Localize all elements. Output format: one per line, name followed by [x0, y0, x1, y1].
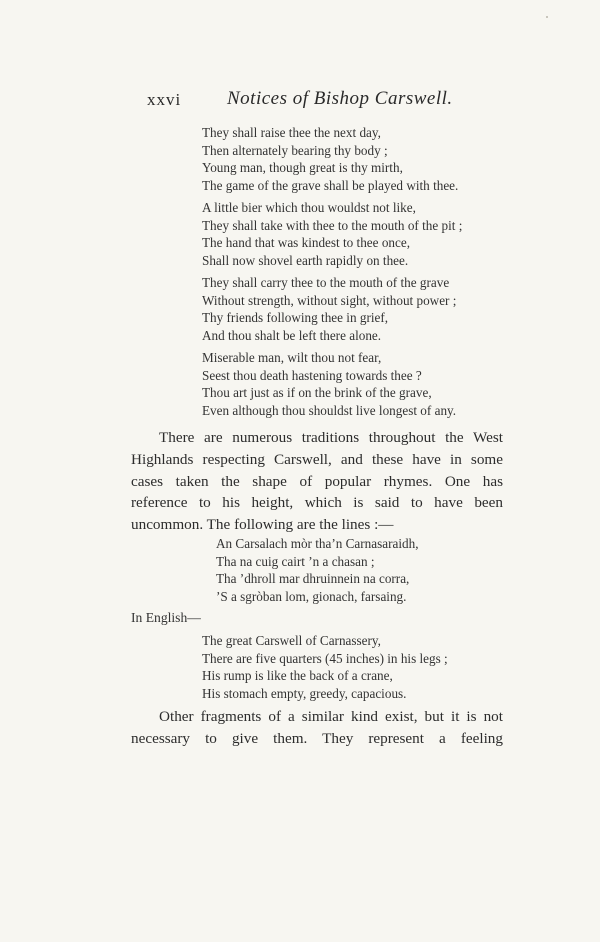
verse-line: Miserable man, wilt thou not fear,	[202, 350, 382, 365]
english-rhyme	[202, 632, 448, 702]
paragraph-traditions	[131, 427, 503, 536]
verse-line: Thy friends following thee in grief,	[202, 310, 389, 326]
verse-line: A little bier which thou wouldst not like,	[202, 200, 416, 215]
paragraph-fragments	[131, 706, 503, 750]
stanza-4	[202, 349, 456, 419]
verse-line: An Carsalach mòr tha’n Carnasaraidh,	[216, 536, 419, 551]
in-english-label: In English—	[131, 610, 201, 625]
verse-line: They shall raise thee the next day,	[202, 125, 381, 140]
prose-line: cases taken the shape of popular rhymes. One has	[131, 472, 503, 490]
verse-line: The great Carswell of Carnassery,	[202, 633, 381, 648]
verse-line: Tha ’dhroll mar dhruinnein na corra,	[216, 571, 410, 587]
prose-line: necessary to give them. They represent a feeling	[131, 729, 503, 747]
prose-line: Other fragments of a similar kind exist, but it is not	[159, 708, 503, 725]
verse-line: Then alternately bearing thy body ;	[202, 142, 388, 158]
verse-line: Seest thou death hastening towards thee ?	[202, 367, 422, 383]
running-title: Notices of Bishop Carswell.	[227, 88, 453, 109]
prose-line: uncommon. The following are the lines :—	[131, 516, 394, 534]
verse-line: And thou shalt be left there alone.	[202, 327, 382, 343]
paper-speck	[546, 16, 548, 18]
verse-line: Without strength, without sight, without power ;	[202, 292, 457, 308]
stanza-2	[202, 199, 462, 269]
page-number: xxvi	[147, 90, 182, 109]
verse-line: Tha na cuig cairt ’n a chasan ;	[216, 553, 375, 569]
verse-line: His rump is like the back of a crane,	[202, 668, 393, 684]
verse-line: ’S a sgròban lom, gionach, farsaing.	[216, 588, 407, 604]
prose-line: reference to his height, which is said to have been	[131, 494, 503, 512]
stanza-3	[202, 274, 456, 344]
verse-line: Shall now shovel earth rapidly on thee.	[202, 252, 409, 268]
verse-line: The game of the grave shall be played with thee.	[202, 177, 459, 193]
verse-line: Young man, though great is thy mirth,	[202, 160, 403, 176]
verse-line: They shall take with thee to the mouth of the pit ;	[202, 217, 463, 233]
verse-line: Thou art just as if on the brink of the grave,	[202, 385, 432, 401]
stanza-1	[202, 124, 458, 194]
verse-line: There are five quarters (45 inches) in his legs ;	[202, 650, 448, 666]
prose-line: Highlands respecting Carswell, and these have in some	[131, 450, 503, 468]
verse-line: His stomach empty, greedy, capacious.	[202, 685, 407, 701]
gaelic-rhyme	[216, 535, 419, 605]
running-head	[147, 90, 467, 114]
verse-line: They shall carry thee to the mouth of the grave	[202, 275, 450, 290]
verse-line: The hand that was kindest to thee once,	[202, 235, 411, 251]
prose-line: There are numerous traditions throughout the West	[159, 429, 503, 446]
verse-line: Even although thou shouldst live longest of any.	[202, 402, 457, 418]
